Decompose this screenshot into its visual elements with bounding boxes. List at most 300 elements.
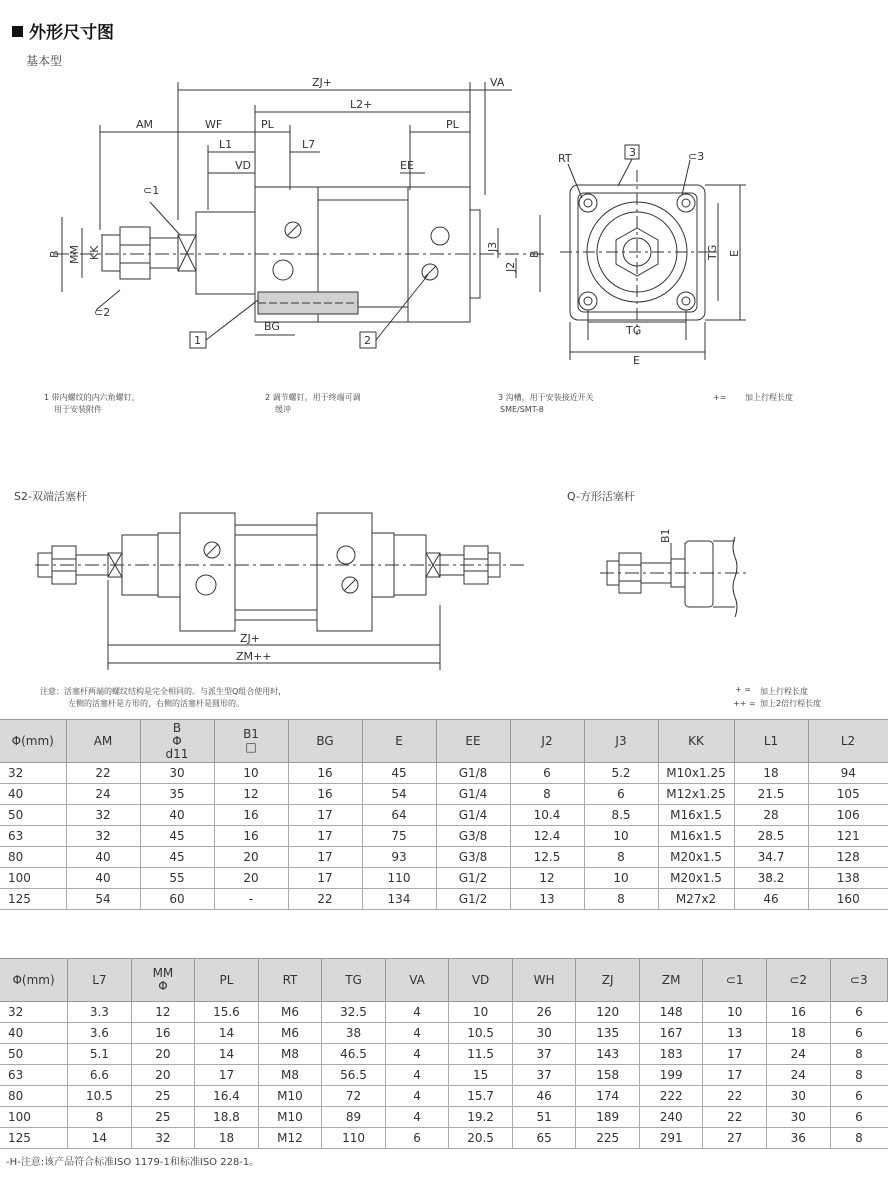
table-1-cell: 80 xyxy=(0,847,66,868)
table-2-header-9 xyxy=(576,959,640,1002)
table-2-cell: 65 xyxy=(512,1128,576,1149)
table-2-cell: 25 xyxy=(131,1086,195,1107)
table-2-cell: 158 xyxy=(576,1065,640,1086)
table-2-cell: 18 xyxy=(195,1128,259,1149)
table-2-cell: 32.5 xyxy=(322,1002,386,1023)
table-2-header-1 xyxy=(68,959,132,1002)
table-1-cell: 54 xyxy=(362,784,436,805)
table-2-header-7 xyxy=(449,959,513,1002)
table-2-row xyxy=(0,1128,888,1149)
table-1-cell: 125 xyxy=(0,889,66,910)
note-plus-symbol: += xyxy=(713,393,727,402)
label-tg-bottom: TG xyxy=(626,324,642,337)
note-2-line-1: 2 调节螺钉，用于终端可调 xyxy=(265,393,361,402)
table-2-cell: 10 xyxy=(449,1002,513,1023)
table-1-cell: 6 xyxy=(584,784,658,805)
table-1-cell: 24 xyxy=(66,784,140,805)
table-2-row xyxy=(0,1023,888,1044)
table-1-cell: 12 xyxy=(214,784,288,805)
table-2-cell: 8 xyxy=(830,1065,888,1086)
table-1-row xyxy=(0,763,888,784)
table-1-cell: 100 xyxy=(0,868,66,889)
table-2-cell: 30 xyxy=(766,1086,830,1107)
table-2-cell: 24 xyxy=(766,1044,830,1065)
table-2-cell: M10 xyxy=(258,1086,322,1107)
table-2-cell: 24 xyxy=(766,1065,830,1086)
label-rt: RT xyxy=(558,152,572,165)
label-e-side: E xyxy=(728,250,741,257)
table-1-cell: 105 xyxy=(808,784,888,805)
s2-caption: S2-双端活塞杆 xyxy=(14,490,87,503)
table-1-cell: 22 xyxy=(288,889,362,910)
table-2-cell: 6.6 xyxy=(68,1065,132,1086)
table-1-cell: - xyxy=(214,889,288,910)
note-3-line-2: SME/SMT-8 xyxy=(500,405,544,414)
spec-table-2 xyxy=(0,958,888,1149)
table-2-header-2-line-1: MM xyxy=(152,966,174,980)
table-1-cell: 32 xyxy=(66,805,140,826)
table-1-cell: 12 xyxy=(510,868,584,889)
table-2-cell: 38 xyxy=(322,1023,386,1044)
table-1-header-2 xyxy=(140,720,214,763)
remark-plus2-sym: ++ = xyxy=(733,699,756,708)
table-2-cell: 17 xyxy=(703,1065,767,1086)
table-1-cell: 17 xyxy=(288,868,362,889)
table-2-cell: 4 xyxy=(385,1044,449,1065)
table-2-cell: 12 xyxy=(131,1002,195,1023)
label-kk: KK xyxy=(88,245,101,260)
table-1-row xyxy=(0,805,888,826)
label-ee: EE xyxy=(400,159,414,172)
label-b: B xyxy=(48,250,61,258)
label-wf: WF xyxy=(205,118,223,131)
table-2-header-3-line-1: PL xyxy=(219,972,234,987)
table-2-cell: 3.3 xyxy=(68,1002,132,1023)
label-l7: L7 xyxy=(302,138,316,151)
table-1-cell: 40 xyxy=(140,805,214,826)
table-2-cell: 17 xyxy=(195,1065,259,1086)
table-1-cell: 17 xyxy=(288,826,362,847)
label-q-b1: B1 xyxy=(659,528,672,543)
label-j2: J2 xyxy=(504,261,517,272)
table-2-cell: 10 xyxy=(703,1002,767,1023)
label-j3: J3 xyxy=(486,241,499,252)
table-1-cell: M20x1.5 xyxy=(658,868,734,889)
table-1-cell: 46 xyxy=(734,889,808,910)
label-va: VA xyxy=(490,76,505,89)
table-2-cell: 14 xyxy=(68,1128,132,1149)
remark-plus1-text: 加上行程长度 xyxy=(760,687,808,696)
table-1-header-4-line-1: BG xyxy=(316,733,334,748)
table-2-cell: 3.6 xyxy=(68,1023,132,1044)
table-2-cell: 100 xyxy=(0,1107,68,1128)
table-1-cell: 54 xyxy=(66,889,140,910)
table-2-cell: 46 xyxy=(512,1086,576,1107)
table-1-cell: 45 xyxy=(140,826,214,847)
table-1-cell: 45 xyxy=(140,847,214,868)
table-2-cell: 6 xyxy=(830,1023,888,1044)
table-2-header-4 xyxy=(258,959,322,1002)
table-1-cell: 45 xyxy=(362,763,436,784)
table-2-cell: 6 xyxy=(830,1107,888,1128)
table-2-header-10 xyxy=(639,959,703,1002)
table-2-header-8 xyxy=(512,959,576,1002)
q-square-rod-drawing xyxy=(595,525,755,620)
title-square-icon xyxy=(12,26,23,37)
table-1-header-7-line-1: J2 xyxy=(541,733,553,748)
remark-plus1-sym: + = xyxy=(735,685,751,694)
table-2-cell: 4 xyxy=(385,1065,449,1086)
table-1-cell: 75 xyxy=(362,826,436,847)
table-2-cell: 222 xyxy=(639,1086,703,1107)
callout-2: 2 xyxy=(364,334,371,347)
table-2-cell: 20.5 xyxy=(449,1128,513,1149)
table-2-cell: 148 xyxy=(639,1002,703,1023)
table-1-cell: G3/8 xyxy=(436,847,510,868)
table-2-cell: 15.7 xyxy=(449,1086,513,1107)
table-1-cell: 40 xyxy=(0,784,66,805)
note-1-line-1: 1 带内螺纹的内六角螺钉， xyxy=(44,393,140,402)
table-1-cell: G1/2 xyxy=(436,889,510,910)
table-2-cell: 291 xyxy=(639,1128,703,1149)
table-1-header-10 xyxy=(734,720,808,763)
table-2-cell: 8 xyxy=(830,1044,888,1065)
table-2-cell: 22 xyxy=(703,1086,767,1107)
footnote: -H-注意:该产品符合标准ISO 1179-1和标准ISO 228-1。 xyxy=(6,1157,260,1168)
label-wrench1: ⊂1 xyxy=(143,184,160,197)
table-2-row xyxy=(0,1086,888,1107)
table-1-cell: 60 xyxy=(140,889,214,910)
label-am: AM xyxy=(136,118,154,131)
table-2-cell: 37 xyxy=(512,1065,576,1086)
q-caption: Q-方形活塞杆 xyxy=(567,490,635,503)
table-1-cell: 16 xyxy=(214,826,288,847)
table-2-cell: 14 xyxy=(195,1023,259,1044)
table-1-cell: 20 xyxy=(214,868,288,889)
table-1-header-1-line-1: AM xyxy=(93,733,113,748)
table-1-cell: M12x1.25 xyxy=(658,784,734,805)
table-1-cell: 38.2 xyxy=(734,868,808,889)
label-bg: BG xyxy=(264,320,280,333)
table-2-cell: 46.5 xyxy=(322,1044,386,1065)
table-2-header-5-line-1: TG xyxy=(345,972,362,987)
remark-line-2: 左侧的活塞杆是方形的，右侧的活塞杆是圆形的。 xyxy=(68,699,244,708)
table-1-header-11 xyxy=(808,720,888,763)
table-1-header-0 xyxy=(0,720,66,763)
label-wrench2: ⊂2 xyxy=(94,306,111,319)
table-2-cell: 4 xyxy=(385,1023,449,1044)
table-2-cell: 89 xyxy=(322,1107,386,1128)
remark-line-1: 注意：活塞杆两端的螺纹结构是完全相同的。与派生型Q组合使用时， xyxy=(40,687,287,696)
label-zj: ZJ+ xyxy=(312,76,332,89)
table-2-cell: 4 xyxy=(385,1107,449,1128)
remark-plus2-text: 加上2倍行程长度 xyxy=(760,699,822,708)
table-2-cell: 6 xyxy=(385,1128,449,1149)
table-1-cell: 55 xyxy=(140,868,214,889)
table-2-row xyxy=(0,1002,888,1023)
table-1-cell: 8 xyxy=(510,784,584,805)
label-l1: L1 xyxy=(219,138,233,151)
table-2-cell: 51 xyxy=(512,1107,576,1128)
table-1-cell: M16x1.5 xyxy=(658,805,734,826)
callout-3: 3 xyxy=(629,146,636,159)
table-1-header-6 xyxy=(436,720,510,763)
table-1-cell: 106 xyxy=(808,805,888,826)
table-1-header-3 xyxy=(214,720,288,763)
label-l2: L2+ xyxy=(350,98,373,111)
table-2-header-9-line-1: ZJ xyxy=(601,972,614,987)
table-2-header-8-line-1: WH xyxy=(533,972,555,987)
table-1-cell: 10.4 xyxy=(510,805,584,826)
table-1-cell: 16 xyxy=(288,763,362,784)
table-1-cell: G3/8 xyxy=(436,826,510,847)
table-2-cell: 189 xyxy=(576,1107,640,1128)
table-1-header-7 xyxy=(510,720,584,763)
note-1-line-2: 用于安装附件 xyxy=(54,405,102,414)
table-2-cell: 125 xyxy=(0,1128,68,1149)
table-1-header-2-line-2: Φ xyxy=(172,733,182,748)
table-1-cell: 34.7 xyxy=(734,847,808,868)
basic-side-view-drawing xyxy=(0,70,560,360)
table-2-cell: 50 xyxy=(0,1044,68,1065)
table-2-header-0-line-1: Φ(mm) xyxy=(12,972,55,987)
table-1-header-5 xyxy=(362,720,436,763)
table-1-header-3-line-1: B1 xyxy=(243,727,259,741)
table-1-cell: 10 xyxy=(214,763,288,784)
table-1-cell: 10 xyxy=(584,826,658,847)
table-1-header-1 xyxy=(66,720,140,763)
table-1-cell: 50 xyxy=(0,805,66,826)
table-1-header-3-line-2: □ xyxy=(245,740,257,754)
note-3-line-1: 3 沟槽，用于安装接近开关 xyxy=(498,393,594,402)
note-2-line-2: 缓冲 xyxy=(275,405,291,414)
table-1-cell: 6 xyxy=(510,763,584,784)
section-title-text: 外形尺寸图 xyxy=(29,23,114,43)
table-2-cell: 5.1 xyxy=(68,1044,132,1065)
table-2-cell: 10.5 xyxy=(449,1023,513,1044)
table-2-cell: 18 xyxy=(766,1023,830,1044)
table-1-cell: 17 xyxy=(288,847,362,868)
table-1-row xyxy=(0,826,888,847)
table-2-cell: 199 xyxy=(639,1065,703,1086)
table-2-cell: 183 xyxy=(639,1044,703,1065)
table-2-header-0 xyxy=(0,959,68,1002)
table-2-cell: 110 xyxy=(322,1128,386,1149)
table-1-cell: 138 xyxy=(808,868,888,889)
section-title xyxy=(12,18,114,43)
table-2-cell: 14 xyxy=(195,1044,259,1065)
table-2-cell: 22 xyxy=(703,1107,767,1128)
label-pl-left: PL xyxy=(261,118,274,131)
table-2-cell: 4 xyxy=(385,1002,449,1023)
table-2-cell: 25 xyxy=(131,1107,195,1128)
table-2-header-2 xyxy=(131,959,195,1002)
table-2-cell: 167 xyxy=(639,1023,703,1044)
label-mm: MM xyxy=(68,245,81,264)
table-2-cell: M8 xyxy=(258,1044,322,1065)
table-1-cell: 16 xyxy=(214,805,288,826)
table-2-header-3 xyxy=(195,959,259,1002)
table-1-header-2-line-3: d11 xyxy=(165,746,189,761)
table-1-cell: 8.5 xyxy=(584,805,658,826)
table-1-cell: 28 xyxy=(734,805,808,826)
table-1-cell: 121 xyxy=(808,826,888,847)
table-2-header-7-line-1: VD xyxy=(471,972,490,987)
table-2-row xyxy=(0,1107,888,1128)
table-2-cell: 72 xyxy=(322,1086,386,1107)
table-1-cell: 8 xyxy=(584,889,658,910)
table-1-cell: 30 xyxy=(140,763,214,784)
table-2-cell: 20 xyxy=(131,1044,195,1065)
label-s2-zj: ZJ+ xyxy=(240,632,260,645)
table-2-cell: 56.5 xyxy=(322,1065,386,1086)
table-2-cell: 135 xyxy=(576,1023,640,1044)
table-1-header-8-line-1: J3 xyxy=(615,733,627,748)
table-2-cell: 8 xyxy=(830,1128,888,1149)
table-2-cell: 6 xyxy=(830,1002,888,1023)
label-b-right: B xyxy=(528,250,541,258)
table-1-header-5-line-1: E xyxy=(395,733,403,748)
table-2-cell: 240 xyxy=(639,1107,703,1128)
table-2-header-row xyxy=(0,959,888,1002)
table-1-header-9 xyxy=(658,720,734,763)
table-1-cell: 5.2 xyxy=(584,763,658,784)
table-1-cell: 40 xyxy=(66,847,140,868)
table-1-row xyxy=(0,784,888,805)
table-2-cell: 36 xyxy=(766,1128,830,1149)
table-1-cell: 20 xyxy=(214,847,288,868)
table-1-cell: 94 xyxy=(808,763,888,784)
table-2-header-13 xyxy=(830,959,888,1002)
table-2-cell: 80 xyxy=(0,1086,68,1107)
note-3 xyxy=(498,392,594,416)
table-1-header-4 xyxy=(288,720,362,763)
table-1-row xyxy=(0,868,888,889)
table-1-cell: M20x1.5 xyxy=(658,847,734,868)
table-1-cell: M10x1.25 xyxy=(658,763,734,784)
table-1-cell: 134 xyxy=(362,889,436,910)
table-2-cell: 13 xyxy=(703,1023,767,1044)
table-2-cell: M12 xyxy=(258,1128,322,1149)
table-2-cell: 27 xyxy=(703,1128,767,1149)
table-2-cell: 17 xyxy=(703,1044,767,1065)
table-2-cell: 26 xyxy=(512,1002,576,1023)
table-1-header-11-line-1: L2 xyxy=(840,733,856,748)
table-2-cell: M6 xyxy=(258,1002,322,1023)
table-2-cell: 174 xyxy=(576,1086,640,1107)
table-2-header-13-line-1: ⊂3 xyxy=(849,972,868,987)
note-2 xyxy=(265,392,361,416)
table-1-cell: 18 xyxy=(734,763,808,784)
table-2-header-4-line-1: RT xyxy=(282,972,298,987)
table-2-cell: 15 xyxy=(449,1065,513,1086)
callout-1: 1 xyxy=(194,334,201,347)
note-1 xyxy=(44,392,140,416)
table-1-cell: 93 xyxy=(362,847,436,868)
table-2-cell: 32 xyxy=(0,1002,68,1023)
table-2-cell: 20 xyxy=(131,1065,195,1086)
table-2-row xyxy=(0,1044,888,1065)
table-1-cell: 32 xyxy=(0,763,66,784)
table-1-header-0-line-1: Φ(mm) xyxy=(11,733,54,748)
table-2-row xyxy=(0,1065,888,1086)
table-1-cell: G1/8 xyxy=(436,763,510,784)
table-1-header-2-line-1: B xyxy=(172,720,182,735)
table-2-header-11-line-1: ⊂1 xyxy=(725,972,744,987)
table-2-cell: 143 xyxy=(576,1044,640,1065)
table-2-cell: M10 xyxy=(258,1107,322,1128)
table-2-cell: 37 xyxy=(512,1044,576,1065)
table-1-header-8 xyxy=(584,720,658,763)
table-2-cell: 16 xyxy=(131,1023,195,1044)
table-1-cell: 32 xyxy=(66,826,140,847)
table-2-cell: 18.8 xyxy=(195,1107,259,1128)
label-pl-right: PL xyxy=(446,118,459,131)
table-2-header-6 xyxy=(385,959,449,1002)
table-2-header-1-line-1: L7 xyxy=(92,972,107,987)
label-e-bottom: E xyxy=(633,354,640,365)
table-2-header-10-line-1: ZM xyxy=(661,972,681,987)
table-2-cell: 63 xyxy=(0,1065,68,1086)
table-2-header-6-line-1: VA xyxy=(409,972,425,987)
spec-table-1 xyxy=(0,719,888,910)
table-1-cell: M27x2 xyxy=(658,889,734,910)
table-2-header-11 xyxy=(703,959,767,1002)
table-2-cell: 8 xyxy=(68,1107,132,1128)
table-2-header-12-line-1: ⊂2 xyxy=(789,972,808,987)
table-1-header-row xyxy=(0,720,888,763)
label-s2-zm: ZM++ xyxy=(236,650,272,663)
table-2-cell: 11.5 xyxy=(449,1044,513,1065)
table-1-cell: 21.5 xyxy=(734,784,808,805)
table-1-cell: 13 xyxy=(510,889,584,910)
table-1-cell: 110 xyxy=(362,868,436,889)
table-1-cell: 40 xyxy=(66,868,140,889)
table-1-cell: 16 xyxy=(288,784,362,805)
table-2-cell: 16.4 xyxy=(195,1086,259,1107)
table-2-cell: 4 xyxy=(385,1086,449,1107)
subtitle-basic: 基本型 xyxy=(26,54,63,68)
table-2-cell: 6 xyxy=(830,1086,888,1107)
table-2-header-2-line-2: Φ xyxy=(158,979,168,993)
table-2-cell: 120 xyxy=(576,1002,640,1023)
table-1-cell: G1/2 xyxy=(436,868,510,889)
label-tg-side: TG xyxy=(706,244,719,260)
table-1-cell: 160 xyxy=(808,889,888,910)
table-2-cell: 30 xyxy=(512,1023,576,1044)
table-2-cell: 30 xyxy=(766,1107,830,1128)
table-1-header-10-line-1: L1 xyxy=(763,733,779,748)
table-2-cell: 15.6 xyxy=(195,1002,259,1023)
basic-end-view-drawing xyxy=(550,140,760,365)
table-2-cell: 16 xyxy=(766,1002,830,1023)
s2-double-rod-drawing xyxy=(30,505,530,670)
table-2-header-12 xyxy=(766,959,830,1002)
table-1-cell: G1/4 xyxy=(436,805,510,826)
table-2-cell: 10.5 xyxy=(68,1086,132,1107)
table-1-cell: 10 xyxy=(584,868,658,889)
table-2-cell: 225 xyxy=(576,1128,640,1149)
table-1-cell: 8 xyxy=(584,847,658,868)
table-1-cell: 12.4 xyxy=(510,826,584,847)
table-1-header-6-line-1: EE xyxy=(465,733,481,748)
table-1-cell: M16x1.5 xyxy=(658,826,734,847)
table-2-cell: M6 xyxy=(258,1023,322,1044)
table-1-cell: 63 xyxy=(0,826,66,847)
table-1-cell: 128 xyxy=(808,847,888,868)
label-vd: VD xyxy=(235,159,251,172)
table-2-header-5 xyxy=(322,959,386,1002)
